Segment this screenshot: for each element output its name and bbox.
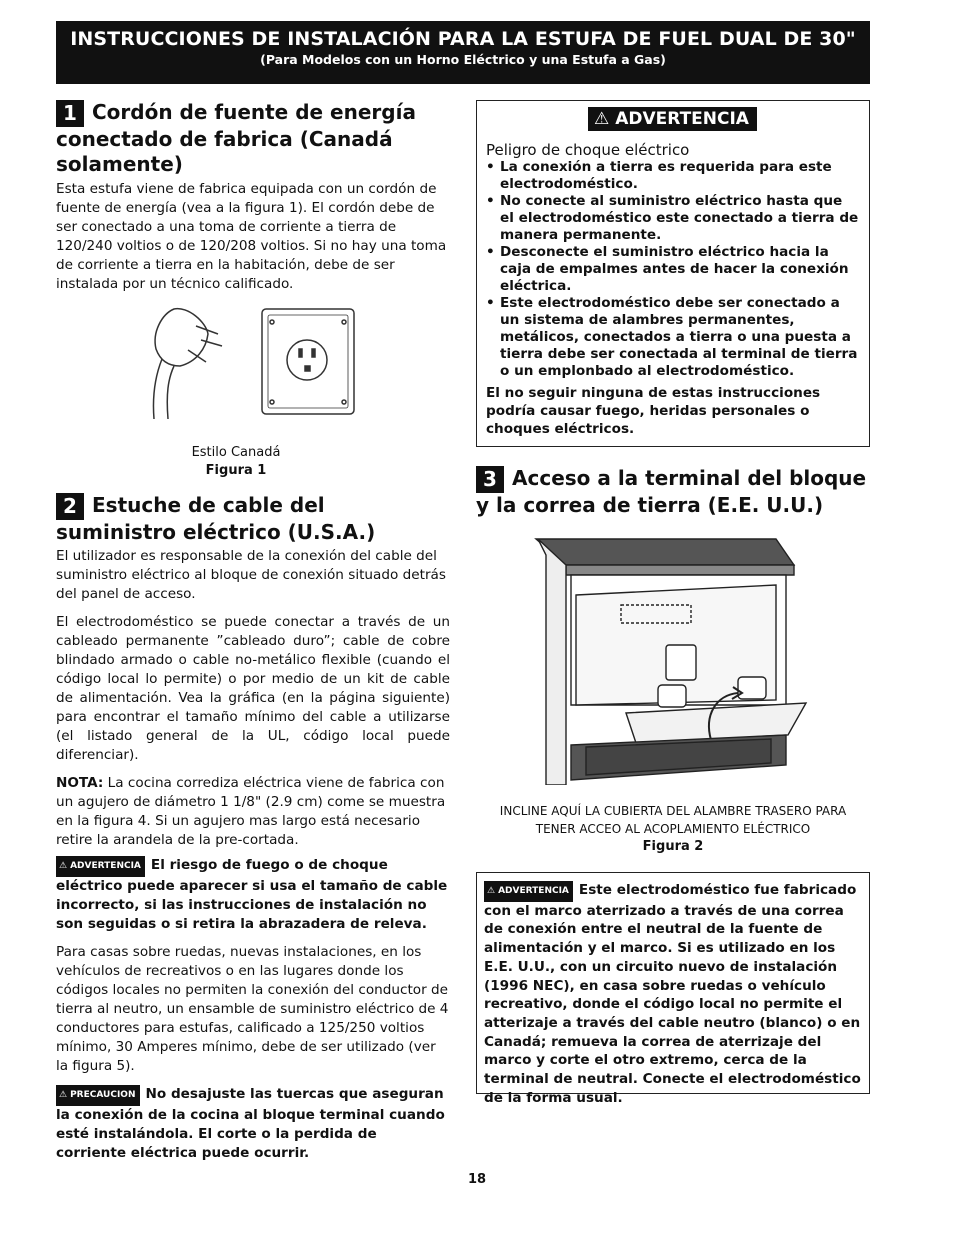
- warning-badge: [56, 856, 145, 877]
- section1-number: 1: [56, 100, 84, 127]
- page-number: 18: [467, 1172, 487, 1187]
- warning-box-badge: [588, 107, 757, 131]
- warning-triangle-icon: ⚠: [59, 861, 68, 871]
- warning-bullet: • La conexión a tierra es requerida para este electrodoméstico.: [486, 159, 859, 193]
- grounding-warning-text: Este electrodoméstico fue fabricado con el marco aterrizado a través de una correa de conexión entre el neutral de la fuente de alimentación y el marco. Si es utilizado en los E.E. U.U., con un circuito nuevo de instalación (1996 NEC), en casa sobre ruedas o vehículo recreativo, donde el código local no permite el atterizaje a través del cable neutro (blanco) o en Canadá; remueva la correa de aterrizaje del marco y corte el otro extremo, cerca de la terminal de neutral. Conecte el electrodoméstico de la forma usual.: [484, 882, 861, 1106]
- figure2-caption-line1: INCLINE AQUÍ LA CUBIERTA DEL ALAMBRE TRASERO PARA: [499, 804, 847, 818]
- caution-badge-label: PRECAUCION: [70, 1090, 136, 1100]
- section2-title: Estuche de cable del suministro eléctrico (U.S.A.): [56, 493, 376, 544]
- figure1-caption: Estilo Canadá: [191, 445, 281, 460]
- figure1-label: Figura 1: [205, 463, 267, 478]
- wall-receptacle-drawing: [262, 309, 354, 414]
- warning-bullet: • No conecte al suministro eléctrico hasta que el electrodoméstico este conectado a tierra de manera permanente.: [486, 193, 859, 244]
- figure2-caption-line2: TENER ACCEO AL ACOPLAMIENTO ELÉCTRICO: [535, 822, 811, 836]
- caution-text: No desajuste las tuercas que aseguran la conexión de la cocina al bloque terminal cuando esté instalándola. El corte o la perdida de corriente eléctrica puede ocurrir.: [56, 1086, 445, 1161]
- section3-heading: [476, 466, 870, 518]
- warning-box-badge-label: ADVERTENCIA: [615, 109, 749, 129]
- header-subtitle: (Para Modelos con un Horno Eléctrico y una Estufa a Gas): [260, 52, 666, 67]
- grounding-warning-badge: [484, 881, 573, 902]
- left-column: [56, 100, 450, 1163]
- figure2: [476, 535, 870, 785]
- warning-box-list: [486, 159, 859, 380]
- section1-title: Cordón de fuente de energía conectado de fabrica (Canadá solamente): [56, 100, 416, 176]
- section2-paragraph4: Para casas sobre ruedas, nuevas instalaciones, en los vehículos de recreativos o en las lugares donde los códigos locales no permiten la conexión del conductor de tierra al neutro, un ensamble de suministro eléctrico de 4 conductores para estufas, calificado a 125/250 voltios mínimo, 30 Amperes mínimo, debe de ser utilizado (ver la figura 5).: [56, 944, 449, 1074]
- warning-badge-label: ADVERTENCIA: [70, 861, 141, 871]
- warning-text: El riesgo de fuego o de choque eléctrico puede aparecer si usa el tamaño de cable incorrecto, si las instrucciones de instalación no son seguidas o si retira la abrazadera de releva.: [56, 857, 448, 932]
- note-label: NOTA:: [56, 775, 104, 791]
- figure2-label: Figura 2: [642, 839, 704, 854]
- warning-box-footer: El no seguir ninguna de estas instrucciones podría causar fuego, heridas personales o choques eléctricos.: [486, 385, 821, 437]
- power-cord-plug-drawing: [153, 309, 222, 419]
- canada-plug-receptacle-illustration: [56, 304, 450, 444]
- section2-paragraph1: El utilizador es responsable de la conexión del cable del suministro eléctrico al bloque de conexión situado detrás del panel de acceso.: [56, 548, 446, 602]
- grounding-warning-box: [476, 872, 870, 1106]
- section1-body: Esta estufa viene de fabrica equipada con un cordón de fuente de energía (vea a la figura 1). El cordón debe de ser conectado a una toma de corriente a tierra de 120/240 voltios o de 120/208 voltios. Si no hay una toma de corriente a tierra en la habitación, debe de ser instalada por un técnico calificado.: [56, 181, 447, 292]
- header-title: INSTRUCCIONES DE INSTALACIÓN PARA LA ESTUFA DE FUEL DUAL DE 30": [70, 28, 856, 50]
- section3-number: 3: [476, 466, 504, 493]
- warning-bullet: • Desconecte el suministro eléctrico hacia la caja de empalmes antes de hacer la conexión eléctrica.: [486, 244, 859, 295]
- section3-title: Acceso a la terminal del bloque y la correa de tierra (E.E. U.U.): [476, 466, 867, 517]
- grounding-warning-triangle-icon: ⚠: [487, 886, 496, 896]
- figure1: [56, 304, 450, 444]
- grounding-warning-text-block: [484, 881, 861, 1107]
- section2-warning: [56, 856, 450, 934]
- shock-warning-box: [476, 100, 870, 447]
- section2-heading: [56, 493, 436, 545]
- section2-paragraph2: El electrodoméstico se puede conectar a través de un cableado permanente ”cableado duro”; cable de cobre blindado armado o cable no-metálico flexible (cuando el código local lo permite) o por medio de un kit de cable de alimentación. Vea la gráfica (en la página siguiente) para encontrar el tamaño mínimo del cable a utilizarse (el listado general de la UL, código local puede diferenciar).: [56, 614, 450, 763]
- warning-box-heading: Peligro de choque eléctrico: [486, 141, 690, 159]
- section1-heading: [56, 100, 416, 177]
- section2-number: 2: [56, 493, 84, 520]
- warning-box-triangle-icon: ⚠: [594, 109, 610, 129]
- page-header: [56, 21, 870, 84]
- section2-note: [56, 774, 450, 850]
- section3: [476, 466, 870, 856]
- range-rear-illustration: [476, 535, 870, 785]
- caution-triangle-icon: ⚠: [59, 1090, 68, 1100]
- caution-badge: [56, 1085, 140, 1106]
- grounding-warning-badge-label: ADVERTENCIA: [498, 886, 569, 896]
- section2-caution: [56, 1085, 450, 1163]
- note-text: La cocina corrediza eléctrica viene de fabrica con un agujero de diámetro 1 1/8" (2.9 cm) come se muestra en la figura 4. Si un agujero mas largo está necesario retire la arandela de la pre-cortada.: [56, 775, 446, 848]
- warning-box-header: [486, 107, 859, 131]
- warning-bullet: • Este electrodoméstico debe ser conectado a un sistema de alambres permanentes, metálicos, conectados a tierra o una puesta a tierra debe ser conectada al terminal de tierra o un emplonbado al electrodoméstico.: [486, 295, 859, 380]
